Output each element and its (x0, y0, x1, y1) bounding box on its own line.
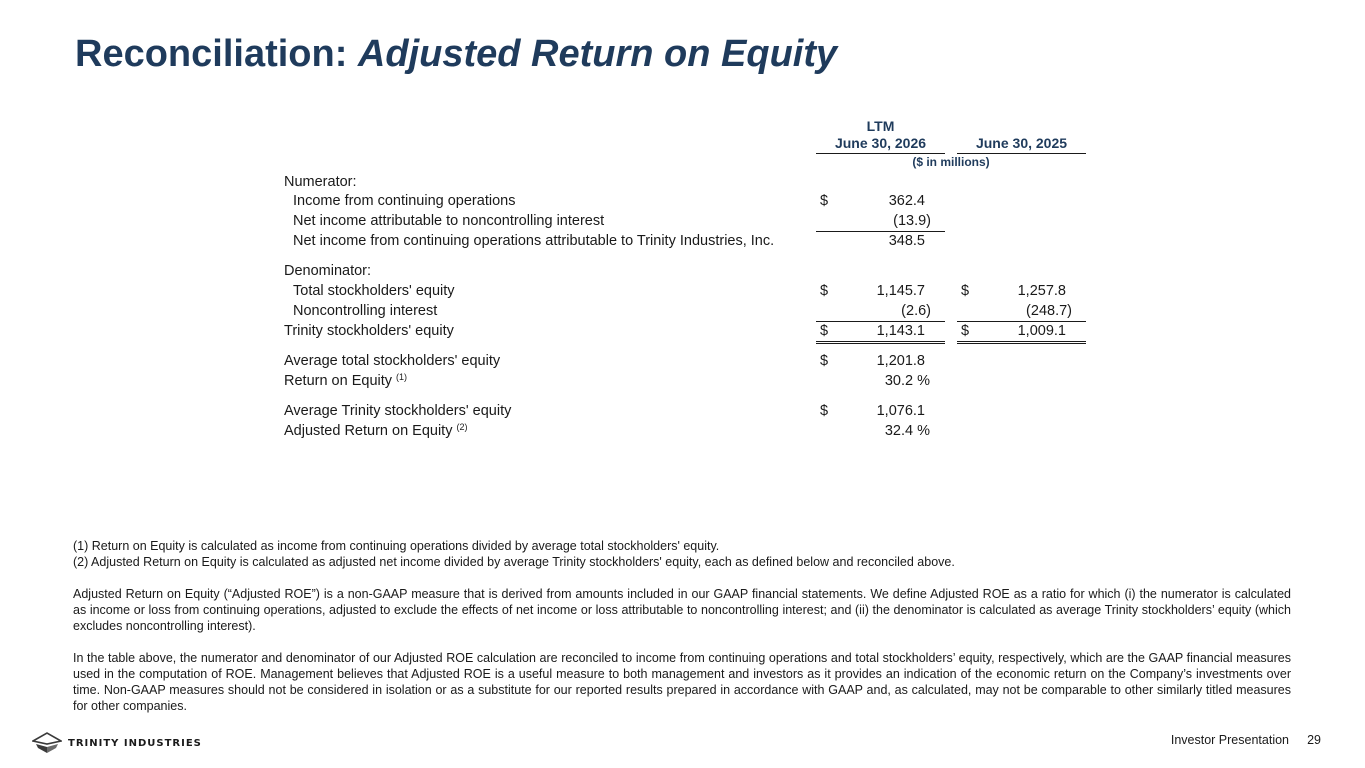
value-number: 362.4 (888, 193, 925, 209)
value-number: 1,143.1 (876, 323, 925, 339)
row-label: Noncontrolling interest (293, 303, 438, 319)
page-title-italic: Adjusted Return on Equity (357, 33, 838, 75)
value-number: 348.5 (888, 233, 925, 249)
row-label: Net income attributable to noncontrolling interest (293, 213, 605, 229)
notes-paragraph-definition: Adjusted Return on Equity (“Adjusted ROE”) is a non-GAAP measure that is derived from amounts included in our GAAP financial statements. We define Adjusted ROE as a ratio for which (i) the numerator is calculated as income or loss from continuing operations, adjusted to exclude the effects of net income or loss attributable to noncontrolling interest; and (ii) the denominator is calculated as average Trinity stockholders’ equity (which excludes noncontrolling interest). (73, 587, 1291, 633)
row-label: Total stockholders' equity (293, 283, 455, 299)
row-label (284, 421, 468, 441)
table-row (0, 421, 1365, 441)
row-label-text: Return on Equity (284, 373, 393, 389)
row-label-text: Adjusted Return on Equity (284, 423, 453, 439)
row-label (284, 371, 407, 391)
value-number: 30.2 % (884, 373, 930, 389)
column-header-2025 (957, 135, 1086, 154)
currency-symbol: $ (820, 193, 829, 209)
value-number: (13.9) (893, 213, 931, 229)
table-row (0, 231, 1365, 251)
footnote-2: (2) Adjusted Return on Equity is calculated as adjusted net income divided by average Trinity stockholders' equity, each as defined below and reconciled above. (73, 555, 955, 569)
value-number: 1,145.7 (876, 283, 925, 299)
unit-note: ($ in millions) (912, 155, 990, 169)
footer-label: Investor Presentation (1170, 733, 1289, 747)
notes-section (73, 538, 1291, 714)
value-ltm-2026 (816, 421, 945, 441)
value-ltm-2026 (816, 191, 945, 211)
value-ltm-2026 (816, 321, 945, 344)
logo-text: TRINITY INDUSTRIES (68, 737, 202, 749)
row-label: Average total stockholders' equity (284, 353, 501, 369)
value-ltm-2026 (816, 231, 945, 251)
table-row (0, 301, 1365, 321)
row-label: Trinity stockholders' equity (284, 323, 454, 339)
value-number: 1,009.1 (1017, 323, 1066, 339)
value-ltm-2026 (816, 351, 945, 371)
value-number: 1,201.8 (876, 353, 925, 369)
value-ltm-2026 (816, 211, 945, 232)
currency-symbol: $ (820, 283, 829, 299)
table-row (0, 351, 1365, 371)
page-title (75, 33, 837, 76)
value-ltm-2026 (816, 301, 945, 322)
value-number: (2.6) (901, 303, 931, 319)
company-logo (32, 732, 202, 754)
column-header-ltm-date: June 30, 2026 (834, 135, 927, 151)
footnote-1: (1) Return on Equity is calculated as income from continuing operations divided by average total stockholders' equity. (73, 539, 720, 553)
currency-symbol: $ (820, 353, 829, 369)
table-row (0, 371, 1365, 391)
column-header-2025-date: June 30, 2025 (975, 135, 1068, 151)
table-row (0, 172, 1365, 192)
value-2025 (957, 301, 1086, 322)
table-row (0, 321, 1365, 341)
currency-symbol: $ (961, 283, 970, 299)
table-row (0, 211, 1365, 231)
value-ltm-2026 (816, 401, 945, 421)
table-row (0, 281, 1365, 301)
value-number: 1,257.8 (1017, 283, 1066, 299)
row-label: Numerator: (284, 174, 357, 190)
table-row (0, 191, 1365, 211)
value-number: 1,076.1 (876, 403, 925, 419)
column-header-ltm-2026 (816, 118, 945, 154)
page-title-plain: Reconciliation: (75, 33, 358, 75)
footnote-ref: (1) (396, 372, 408, 382)
column-header-ltm-label: LTM (866, 118, 895, 134)
currency-symbol: $ (961, 323, 970, 339)
trinity-railcar-logo-icon (32, 732, 62, 754)
value-ltm-2026 (816, 371, 945, 391)
value-2025 (957, 281, 1086, 301)
table-row (0, 261, 1365, 281)
currency-symbol: $ (820, 403, 829, 419)
value-number: (248.7) (1026, 303, 1072, 319)
row-label: Denominator: (284, 263, 372, 279)
notes-paragraph-reconciliation: In the table above, the numerator and denominator of our Adjusted ROE calculation are reconciled to income from continuing operations and total stockholders’ equity, respectively, which are the GAAP financial measures used in the computation of ROE. Management believes that Adjusted ROE is a useful measure to both management and investors as it provides an indication of the economic return on the Company’s investments over time. Non-GAAP measures should not be considered in isolation or as a substitute for our reported results prepared in accordance with GAAP and, as calculated, may not be comparable to other similarly titled measures for other companies. (73, 651, 1291, 713)
footnote-ref: (2) (456, 422, 468, 432)
row-label: Net income from continuing operations attributable to Trinity Industries, Inc. (293, 233, 775, 249)
value-ltm-2026 (816, 281, 945, 301)
value-number: 32.4 % (884, 423, 930, 439)
value-2025 (957, 321, 1086, 344)
currency-symbol: $ (820, 323, 829, 339)
page-number: 29 (1307, 733, 1321, 747)
table-row (0, 401, 1365, 421)
row-label: Average Trinity stockholders' equity (284, 403, 512, 419)
row-label: Income from continuing operations (293, 193, 516, 209)
